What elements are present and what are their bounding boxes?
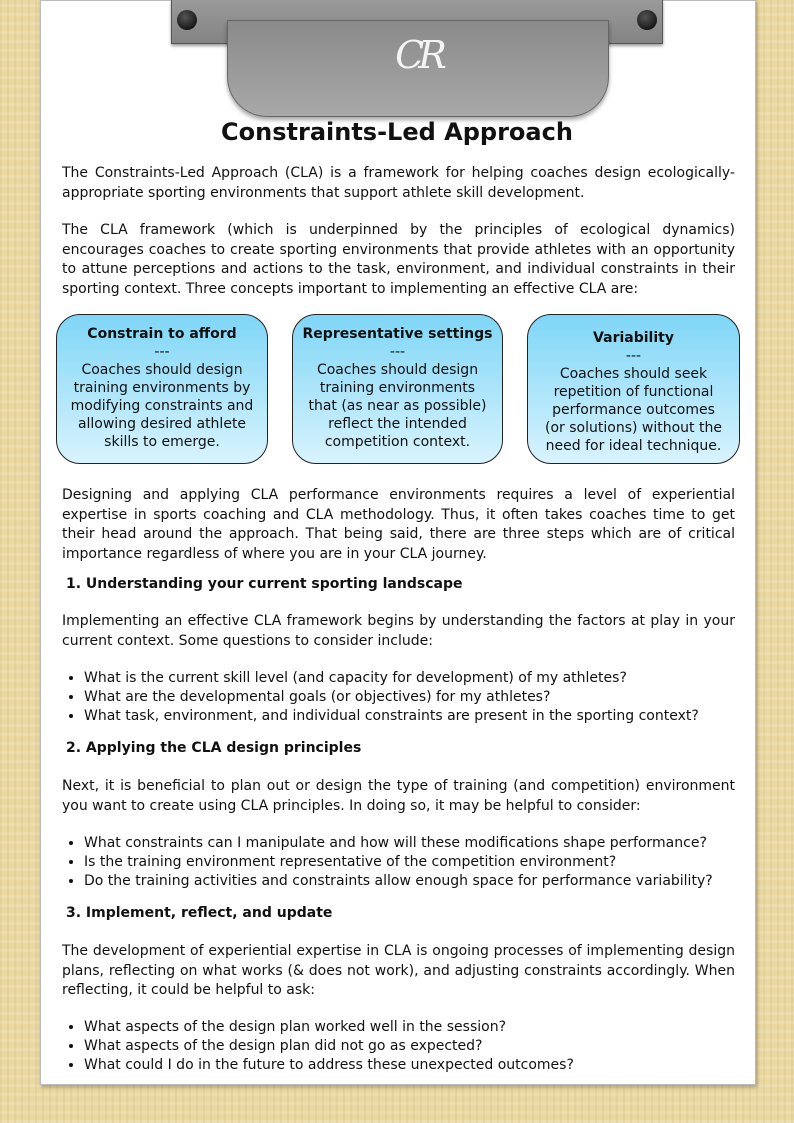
concept-text: Coaches should design training environments by modifying constraints and allowing desired athlete skills to emerge. <box>70 362 254 450</box>
framework-paragraph: The CLA framework (which is underpinned by the principles of ecological dynamics) encourages coaches to create sporting environments that provide athletes with an opportunity to attune perceptions and actions to the task, environment, and individual constraints in their sporting context. Three concepts important to implementing an effective CLA are: <box>62 222 735 297</box>
page-title: Constraints-Led Approach <box>221 118 573 146</box>
step-bullets <box>62 669 764 725</box>
list-item: • What is the current skill level (and capacity for development) of my athletes? <box>84 669 764 688</box>
concept-text: Coaches should seek repetition of functional performance outcomes (or solutions) without the need for ideal technique. <box>545 366 722 454</box>
concept-separator: --- <box>625 348 642 364</box>
concept-title: Constrain to afford <box>87 326 237 342</box>
list-item: • Do the training activities and constraints allow enough space for performance variability? <box>84 872 764 891</box>
concept-text: Coaches should design training environments that (as near as possible) reflect the intended competition context. <box>308 362 487 450</box>
list-item: • What could I do in the future to address these unexpected outcomes? <box>84 1056 764 1075</box>
step-heading: 3. Implement, reflect, and update <box>66 905 333 921</box>
list-item: • Is the training environment representative of the competition environment? <box>84 853 764 872</box>
concept-card <box>292 314 503 464</box>
step-heading: 2. Applying the CLA design principles <box>66 740 362 756</box>
concept-separator: --- <box>154 344 170 360</box>
list-item: • What constraints can I manipulate and how will these modifications shape performance? <box>84 834 764 853</box>
step-heading: 1. Understanding your current sporting landscape <box>66 576 463 592</box>
list-item: • What are the developmental goals (or objectives) for my athletes? <box>84 688 764 707</box>
concept-title: Representative settings <box>302 326 493 342</box>
expertise-paragraph: Designing and applying CLA performance environments requires a level of experiential expertise in sports coaching and CLA methodology. Thus, it often takes coaches time to get their head around the approach. That being said, there are three steps which are of critical importance regardless of where you are in your CLA journey. <box>62 487 735 562</box>
step-paragraph: Next, it is beneficial to plan out or design the type of training (and competition) environment you want to create using CLA principles. In doing so, it may be helpful to consider: <box>62 778 735 814</box>
concept-separator: --- <box>389 344 406 360</box>
list-item: • What task, environment, and individual constraints are present in the sporting context? <box>84 707 764 726</box>
step-bullets <box>62 834 764 890</box>
intro-paragraph: The Constraints-Led Approach (CLA) is a framework for helping coaches design ecologically-appropriate sporting environments that support athlete skill development. <box>62 165 735 201</box>
list-item: • What aspects of the design plan worked well in the session? <box>84 1018 764 1037</box>
bolt-icon <box>637 10 657 30</box>
clipboard-tab <box>227 20 609 117</box>
step-bullets <box>62 1018 764 1074</box>
concept-title: Variability <box>593 330 674 346</box>
concept-card <box>527 314 740 464</box>
logo: CR <box>395 33 441 77</box>
step-paragraph: Implementing an effective CLA framework begins by understanding the factors at play in your current context. Some questions to consider include: <box>62 613 735 649</box>
concept-card <box>56 314 268 464</box>
step-paragraph: The development of experiential expertise in CLA is ongoing processes of implementing design plans, reflecting on what works (& does not work), and adjusting constraints accordingly. When reflecting, it could be helpful to ask: <box>62 943 735 998</box>
list-item: • What aspects of the design plan did not go as expected? <box>84 1037 764 1056</box>
bolt-icon <box>177 10 197 30</box>
